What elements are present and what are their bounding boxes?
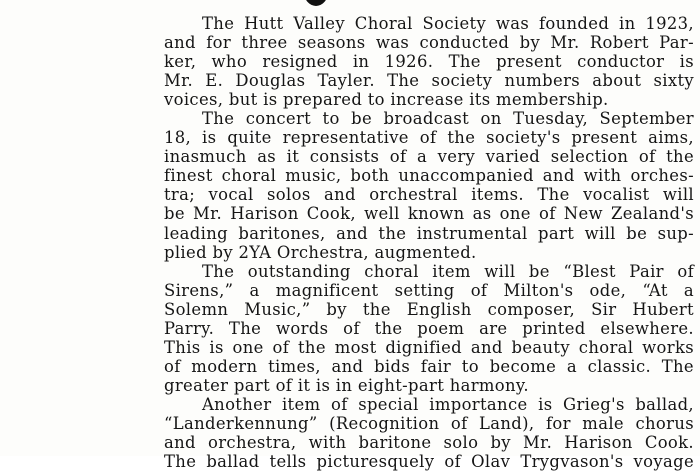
article-line: Mr. E. Douglas Tayler. The society numbers about sixty [164,71,694,91]
article-line: and orchestra, with baritone solo by Mr. Harison Cook. [164,433,694,453]
article-line: Sirens,” a magnificent setting of Milton's ode, “At a [164,280,694,300]
article-line: greater part of it is in eight-part harmony. [164,375,529,395]
article-paragraph [164,395,694,471]
article-line: 18, is quite representative of the society's present aims, [164,128,694,148]
article-line: and for three seasons was conducted by Mr. Robert Par- [164,33,694,53]
article-line: Another item of special importance is Grieg's ballad, [202,394,694,414]
article-line: ker, who resigned in 1926. The present conductor is [164,52,694,72]
article-paragraph [164,14,694,109]
article-line: plied by 2YA Orchestra, augmented. [164,242,477,262]
article-line: of modern times, and bids fair to become a classic. The [164,356,694,376]
article-line: The outstanding choral item will be “Blest Pair of [202,261,694,281]
article-paragraph [164,262,694,395]
article-line: The Hutt Valley Choral Society was founded in 1923, [202,14,694,33]
headline-letter-fragment [304,0,328,6]
article-line: Parry. The words of the poem are printed elsewhere. [164,318,694,338]
article-line: finest choral music, both unaccompanied and with orches- [164,166,694,186]
article-column [164,14,694,471]
article-line: inasmuch as it consists of a very varied selection of the [164,147,694,167]
headline-fragment [300,0,356,8]
article-line: Solemn Music,” by the English composer, Sir Hubert [164,299,694,319]
article-line: The concert to be broadcast on Tuesday, September [202,109,694,129]
article-line: voices, but is prepared to increase its membership. [164,90,609,110]
article-line: be Mr. Harison Cook, well known as one of New Zealand's [164,204,694,224]
article-paragraph [164,109,694,261]
article-line: tra; vocal solos and orchestral items. The vocalist will [164,185,694,205]
article-line: The ballad tells picturesquely of Olav Trygvason's voyage [164,452,694,471]
article-line: This is one of the most dignified and beauty choral works [164,337,694,357]
article-line: leading baritones, and the instrumental part will be sup- [164,223,694,243]
article-line: “Landerkennung” (Recognition of Land), for male chorus [164,413,694,433]
